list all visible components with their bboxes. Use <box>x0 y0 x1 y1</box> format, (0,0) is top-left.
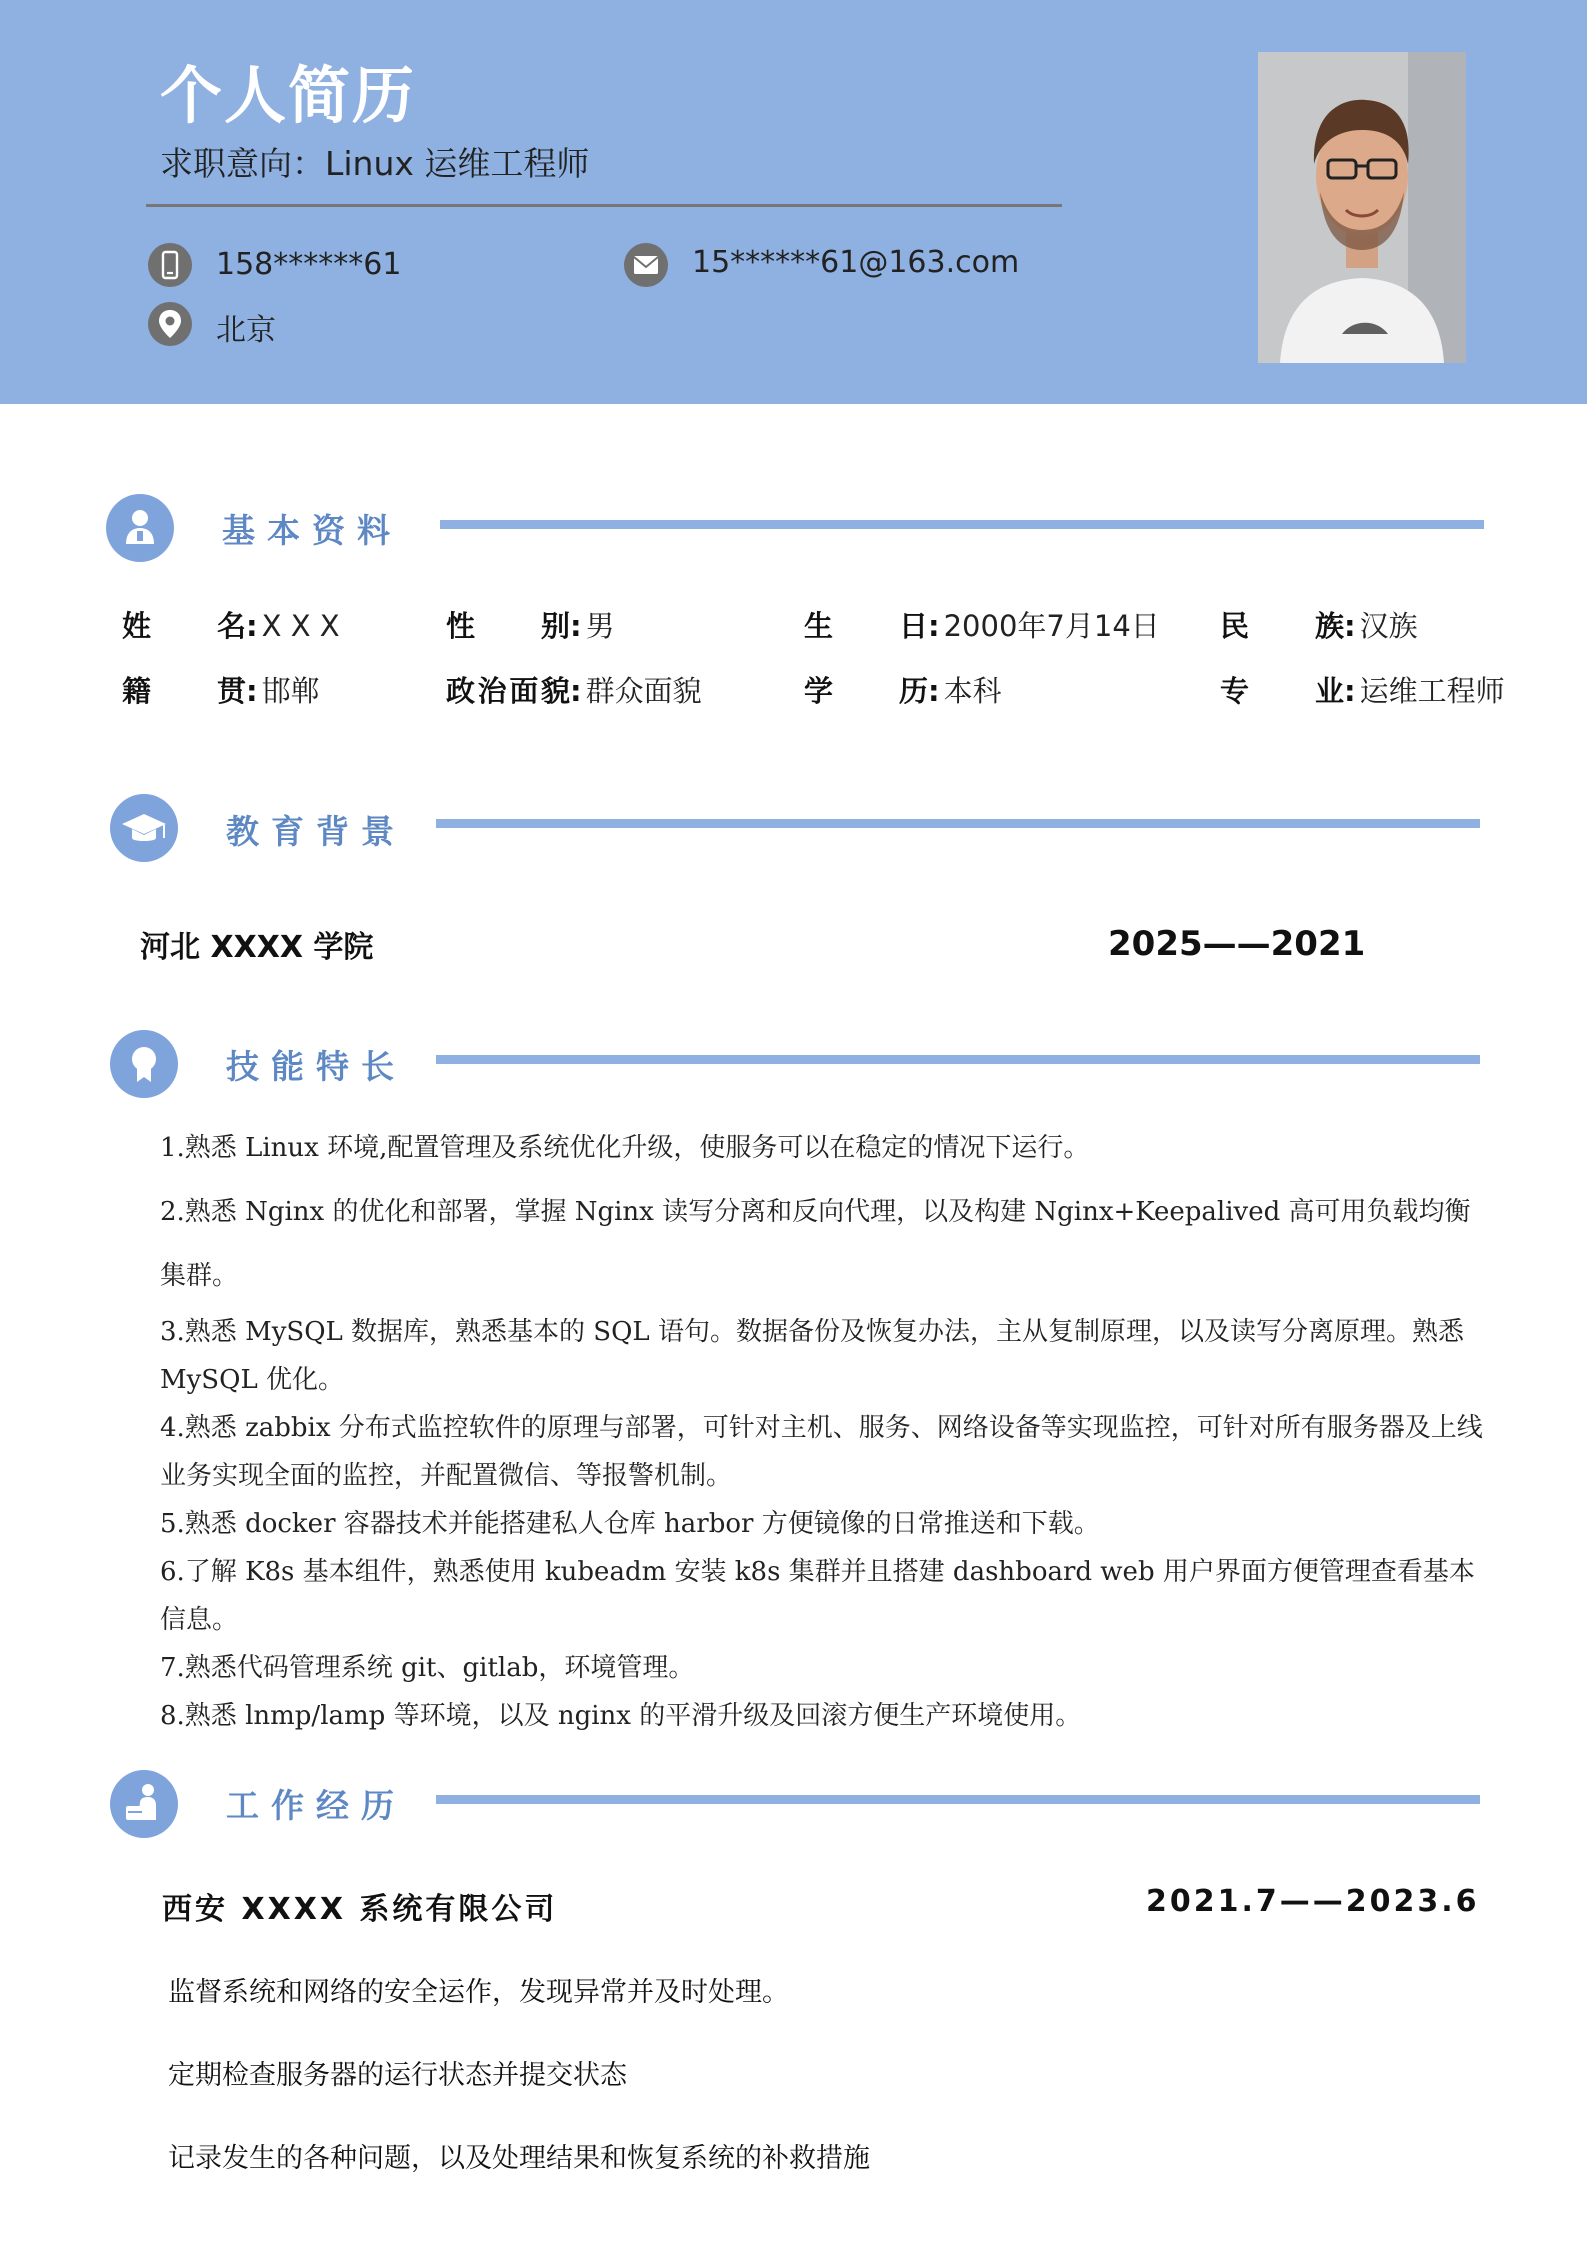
work-period: 2021.7——2023.6 <box>1146 1884 1480 1919</box>
skill-item: 4.熟悉 zabbix 分布式监控软件的原理与部署，可针对主机、服务、网络设备等实现监控，可针对所有服务器及上线业务实现全面的监控，并配置微信、等报警机制。 <box>160 1413 1483 1491</box>
location-city: 北京 <box>216 313 276 348</box>
info-label: 学历 <box>804 674 928 708</box>
skill-item: 2.熟悉 Nginx 的优化和部署，掌握 Nginx 读写分离和反向代理，以及构建 Nginx+Keepalived 高可用负载均衡集群。 <box>160 1197 1471 1291</box>
info-field-birthday: 生日 : 2000年7月14日 <box>804 604 1160 645</box>
profile-photo <box>1258 52 1466 363</box>
phone-icon <box>148 243 192 287</box>
section-title-basic-info: 基本资料 <box>222 511 402 550</box>
info-field-gender: 性别 : 男 <box>446 604 615 645</box>
resume-title: 个人简历 <box>160 59 417 132</box>
info-field-name: 姓名 : X X X <box>122 604 340 645</box>
user-icon <box>106 494 174 562</box>
info-value: 群众面貌 <box>585 674 702 708</box>
work-company: 西安 XXXX 系统有限公司 <box>162 1892 558 1927</box>
info-label: 生日 <box>804 609 928 643</box>
info-field-major: 专业 : 运维工程师 <box>1220 669 1505 710</box>
education-period: 2025——2021 <box>1108 924 1366 964</box>
skill-item: 8.熟悉 lnmp/lamp 等环境，以及 nginx 的平滑升级及回滚方便生产环境使用。 <box>160 1701 1082 1731</box>
info-field-ethnicity: 民族 : 汉族 <box>1220 604 1418 645</box>
section-rule <box>440 520 1484 529</box>
info-value: 运维工程师 <box>1359 674 1505 708</box>
info-value: X X X <box>261 609 340 643</box>
skill-item: 6.了解 K8s 基本组件，熟悉使用 kubeadm 安装 k8s 集群并且搭建 dashboard web 用户界面方便管理查看基本信息。 <box>160 1557 1475 1635</box>
info-value: 汉族 <box>1359 609 1418 643</box>
info-value: 2000年7月14日 <box>943 609 1160 643</box>
award-ribbon-icon <box>110 1030 178 1098</box>
section-rule <box>436 819 1480 828</box>
worker-icon <box>110 1770 178 1838</box>
education-school: 河北 XXXX 学院 <box>140 930 374 965</box>
info-label: 籍贯 <box>122 674 246 708</box>
info-label: 性别 <box>446 609 570 643</box>
info-field-hometown: 籍贯 : 邯郸 <box>122 669 320 710</box>
phone-number: 158******61 <box>216 247 402 282</box>
info-label: 姓名 <box>122 609 246 643</box>
info-field-degree: 学历 : 本科 <box>804 669 1002 710</box>
skill-item: 7.熟悉代码管理系统 git、gitlab，环境管理。 <box>160 1653 695 1683</box>
section-rule <box>436 1795 1480 1804</box>
info-value: 男 <box>585 609 615 643</box>
mail-icon <box>624 243 668 287</box>
work-duty-item: 监督系统和网络的安全运作，发现异常并及时处理。 <box>168 1977 789 2008</box>
info-label: 专业 <box>1220 674 1344 708</box>
work-duty-item: 定期检查服务器的运行状态并提交状态 <box>168 2060 627 2091</box>
info-label: 政治面貌 <box>446 674 570 708</box>
job-objective: 求职意向：Linux 运维工程师 <box>160 144 590 183</box>
section-rule <box>436 1055 1480 1064</box>
location-pin-icon <box>148 302 192 346</box>
work-duty-item: 记录发生的各种问题，以及处理结果和恢复系统的补救措施 <box>168 2143 870 2174</box>
header-divider <box>146 204 1062 207</box>
section-title-education: 教育背景 <box>226 812 406 851</box>
section-title-skills: 技能特长 <box>226 1047 406 1086</box>
info-value: 邯郸 <box>261 674 320 708</box>
skill-item: 5.熟悉 docker 容器技术并能搭建私人仓库 harbor 方便镜像的日常推送和下载。 <box>160 1509 1100 1539</box>
info-label: 民族 <box>1220 609 1344 643</box>
info-value: 本科 <box>943 674 1002 708</box>
graduation-cap-icon <box>110 794 178 862</box>
skill-item: 3.熟悉 MySQL 数据库，熟悉基本的 SQL 语句。数据备份及恢复办法，主从复制原理，以及读写分离原理。熟悉 MySQL 优化。 <box>160 1317 1464 1395</box>
info-field-political-status: 政治面貌 : 群众面貌 <box>446 669 702 710</box>
skill-item: 1.熟悉 Linux 环境,配置管理及系统优化升级，使服务可以在稳定的情况下运行。 <box>160 1133 1090 1163</box>
email-address: 15******61@163.com <box>692 245 1020 280</box>
section-title-work-experience: 工作经历 <box>226 1786 406 1825</box>
skills-list <box>160 1128 1490 1740</box>
